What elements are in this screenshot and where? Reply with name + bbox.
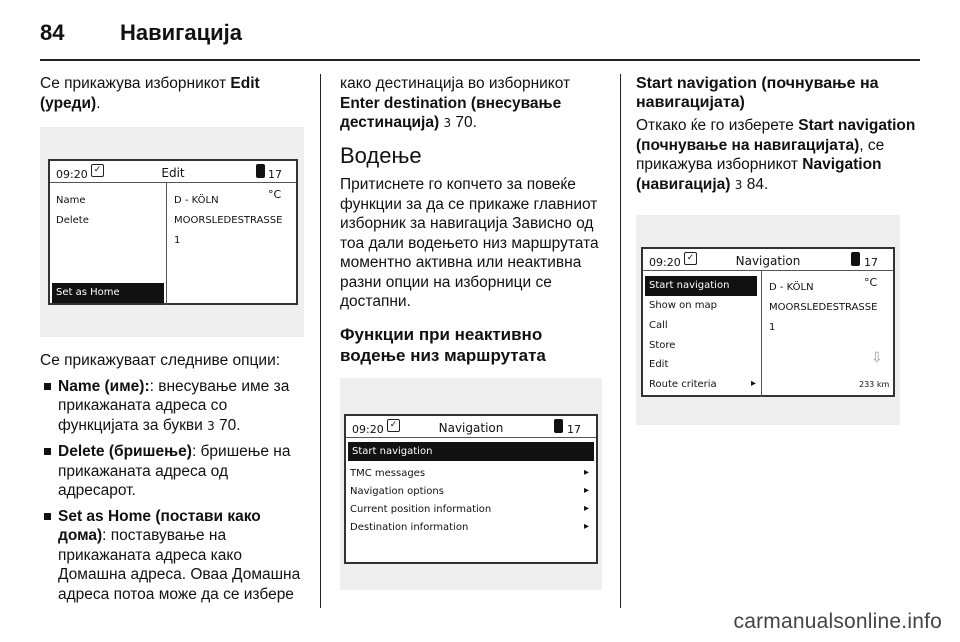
- paragraph-bold: Start navigation (почнување на навигацијата): [636, 117, 916, 154]
- clock-icon: ✓: [91, 164, 104, 177]
- thermometer-icon: [554, 419, 563, 433]
- column-divider-2: [620, 74, 621, 608]
- menu-item-store[interactable]: Store: [649, 340, 676, 351]
- address-street: MOORSLEDESTRASSE: [174, 215, 283, 226]
- menu-item-navigation-options[interactable]: Navigation options: [350, 485, 444, 497]
- page-reference[interactable]: 84.: [746, 175, 769, 193]
- address-street: MOORSLEDESTRASSE: [769, 302, 878, 313]
- bullet-delete: [40, 442, 308, 501]
- clock-time: 09:20: [352, 422, 384, 436]
- menu-item-set-as-home[interactable]: Set as Home: [52, 283, 164, 303]
- intro-bold: Edit (уреди): [40, 75, 260, 112]
- thermometer-icon: [256, 164, 265, 178]
- navigation-screen: [641, 247, 895, 397]
- paragraph-bold: Navigation (навигација): [636, 156, 882, 193]
- column-2: [340, 74, 608, 590]
- screen-divider: [761, 271, 762, 397]
- page-reference[interactable]: 70.: [455, 114, 477, 131]
- chevron-right-icon: ▸: [584, 484, 590, 496]
- site-watermark: carmanualsonline.info: [733, 610, 942, 633]
- chevron-right-icon: ▸: [584, 502, 590, 514]
- screen-title: Edit: [161, 166, 185, 180]
- intro-text: Се прикажува изборникот: [40, 75, 231, 92]
- menu-item-edit[interactable]: Edit: [649, 359, 669, 370]
- bullet-square: [44, 513, 51, 520]
- thermometer-icon: [851, 252, 860, 266]
- bullet-bold: Name (име):: [58, 377, 150, 395]
- menu-item-call[interactable]: Call: [649, 320, 668, 331]
- page-reference[interactable]: 70.: [219, 416, 241, 434]
- page-title: Навигација: [120, 20, 242, 45]
- screen-divider: [166, 183, 167, 305]
- temperature: 17 °C: [268, 168, 282, 201]
- start-navigation-paragraph: [636, 116, 922, 195]
- menu-item-start-navigation[interactable]: Start navigation: [645, 276, 757, 296]
- screen-title: Navigation: [735, 254, 801, 268]
- menu-item-tmc-messages[interactable]: TMC messages: [350, 467, 426, 479]
- screen-title: Navigation: [438, 420, 504, 435]
- bullet-text: : поставување на прикажаната адреса како Домашна адреса. Оваа Домашна адреса потоа може да се избере: [58, 527, 301, 603]
- menu-item-start-navigation[interactable]: Start navigation: [348, 442, 594, 462]
- intro-end: .: [96, 94, 101, 112]
- column-divider-1: [320, 74, 321, 608]
- continuation-text: како дестинација во изборникот: [340, 75, 571, 92]
- bullet-square: [44, 448, 51, 455]
- paragraph-text: , се прикажува изборникот: [636, 136, 885, 173]
- section-heading: Водење: [340, 142, 422, 168]
- intro-paragraph: [40, 74, 308, 113]
- clock-icon: ✓: [684, 252, 697, 265]
- menu-item-route-criteria[interactable]: Route criteria: [649, 379, 717, 390]
- bullet-set-as-home: [40, 507, 308, 605]
- page-header: [40, 16, 920, 56]
- clock-time: 09:20: [56, 168, 88, 181]
- header-rule: [40, 59, 920, 61]
- edit-screen-figure: [40, 127, 304, 337]
- menu-item-show-on-map[interactable]: Show on map: [649, 300, 718, 311]
- paragraph-text: Откако ќе го изберете: [636, 117, 799, 134]
- menu-item-destination-info[interactable]: Destination information: [350, 521, 469, 533]
- subsection-heading: Функции при неактивно водење низ маршрутата: [340, 324, 546, 365]
- reference-arrow-icon: 3: [443, 116, 452, 130]
- options-intro: Се прикажуваат следниве опции:: [40, 352, 281, 369]
- menu-item-current-position[interactable]: Current position information: [350, 503, 492, 515]
- address-city: D - KÖLN: [769, 282, 814, 293]
- chevron-right-icon: ▸: [751, 378, 757, 389]
- clock-icon: ✓: [387, 419, 400, 432]
- menu-item-delete[interactable]: Delete: [56, 215, 89, 226]
- edit-screen: [48, 159, 298, 305]
- column-1: [40, 74, 308, 604]
- chevron-right-icon: ▸: [584, 466, 590, 478]
- address-number: 1: [174, 235, 181, 246]
- bullet-bold: Set as Home (постави како дома): [58, 507, 261, 544]
- menu-item-name[interactable]: Name: [56, 195, 86, 206]
- column-3: [636, 74, 922, 425]
- start-navigation-heading: Start navigation (почнување на навигацијата): [636, 75, 879, 111]
- navigation-menu-screen: [344, 414, 598, 564]
- temperature: 17: [567, 422, 581, 436]
- continuation-bold: Enter destination (внесување дестинација): [340, 94, 562, 131]
- address-city: D - KÖLN: [174, 195, 219, 206]
- navigation-menu-figure: [340, 378, 602, 590]
- reference-arrow-icon: 3: [734, 177, 743, 192]
- chevron-right-icon: ▸: [584, 520, 590, 532]
- screen-header: [346, 416, 596, 438]
- bullet-name: [40, 377, 308, 437]
- bullet-text: : бришење на прикажаната адреса од адресарот.: [58, 443, 291, 499]
- bullet-bold: Delete (бришење): [58, 443, 192, 460]
- bullet-text: : внесување име за прикажаната адреса со функцијата за букви: [58, 377, 290, 434]
- navigation-screen-figure: [636, 215, 900, 425]
- guidance-paragraph: Притиснете го копчето за повеќе функции за да се прикаже главниот изборник за навигација Зависно од тоа дали водењето низ маршрутата моментно активна или неактивна разни опции на изборници се достапни.: [340, 176, 599, 310]
- bullet-square: [44, 383, 51, 390]
- arrow-down-icon: ⇩: [871, 350, 883, 366]
- distance-remaining: 233 km: [859, 380, 890, 389]
- page-number: 84: [40, 20, 65, 45]
- continuation-paragraph: [340, 74, 608, 134]
- temperature: 17 °C: [864, 256, 878, 289]
- address-number: 1: [769, 322, 776, 333]
- reference-arrow-icon: 3: [207, 418, 215, 433]
- clock-time: 09:20: [649, 256, 681, 269]
